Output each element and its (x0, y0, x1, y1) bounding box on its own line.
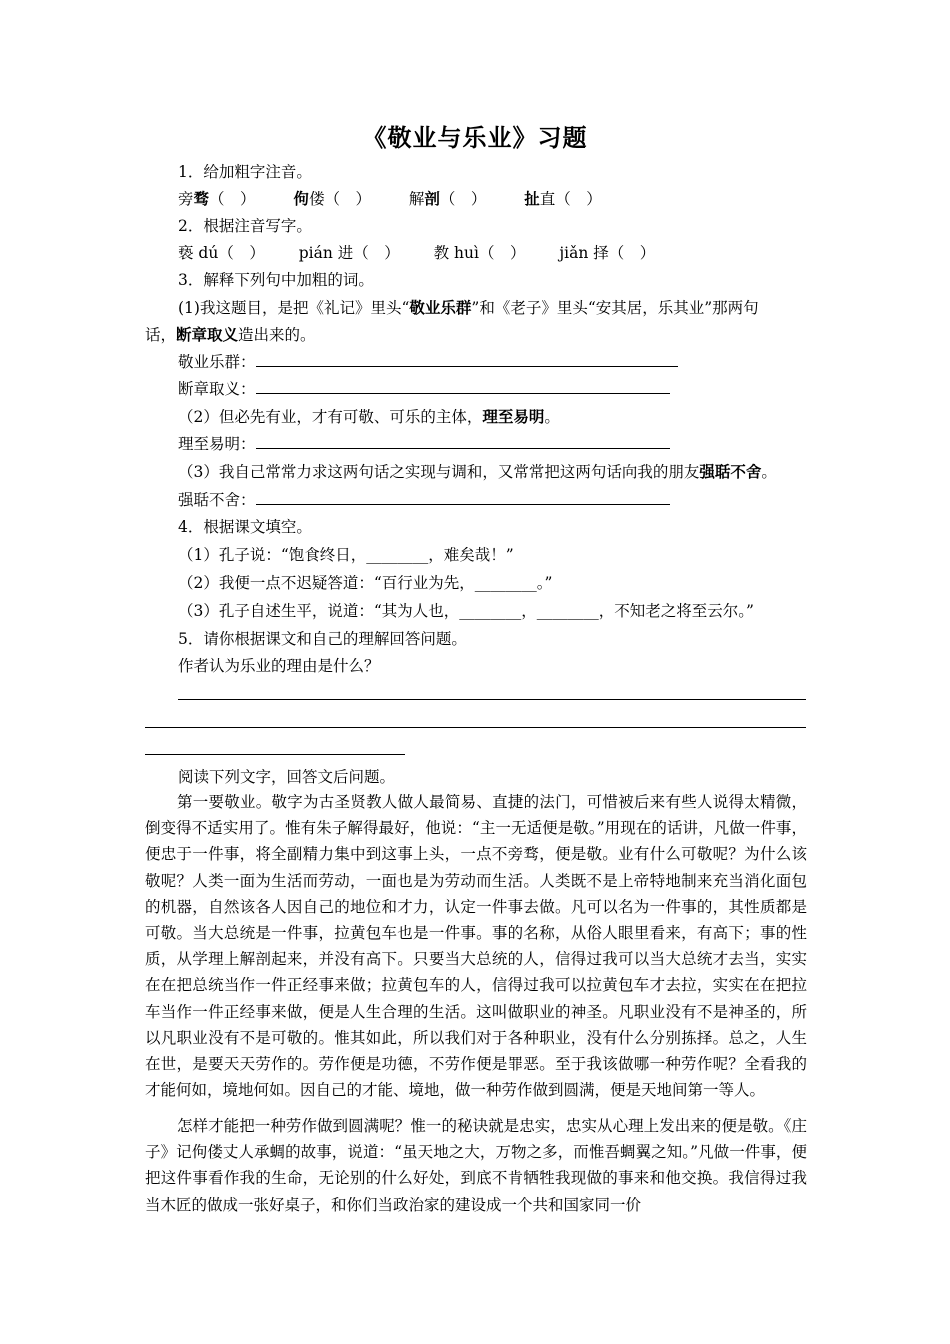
q2-prompt: 2．根据注音写字。 (178, 217, 312, 235)
q1-item: 佝偻（ ） (293, 189, 371, 208)
q5-prompt: 5．请你根据课文和自己的理解回答问题。 (178, 630, 467, 648)
q4-fill-1: （1）孔子说：“饱食终日，________，难矣哉！” (178, 546, 514, 564)
page-title: 《敬业与乐业》习题 (362, 123, 588, 152)
q3-sentence-2: （2）但必先有业，才有可敬、可乐的主体，理至易明。 (178, 407, 560, 426)
q2-items (178, 243, 655, 263)
reading-paragraph-1: 第一要敬业。敬字为古圣贤教人做人最简易、直捷的法门，可惜被后来有些人说得太精微，倒变得不适实用了。惟有朱子解得最好，他说：“主一无适便是敬。”用现在的话讲，凡做一件事，便忠于一件事，将全副精力集中到这事上头，一点不旁骛，便是敬。业有什么可敬呢？为什么该敬呢？人类一面为生活而劳动，一面也是为劳动而生活。人类既不是上帝特地制来充当消化面包的机器，自然该各人因自己的地位和才力，认定一件事去做。凡可以名为一件事的，其性质都是可敬。当大总统是一件事，拉黄包车也是一件事。事的名称，从俗人眼里看来，有高下；事的性质，从学理上解剖起来，并没有高下。只要当大总统的人，信得过我可以当大总统才去当，实实在在把总统当作一件正经事来做；拉黄包车的人，信得过我可以拉黄包车才去拉，实实在在把拉车当作一件正经事来做，便是人生合理的生活。这叫做职业的神圣。凡职业没有不是神圣的，所以凡职业没有不是可敬的。惟其如此，所以我们对于各种职业，没有什么分别拣择。总之，人生在世，是要天天劳作的。劳作便是功德，不劳作便是罪恶。至于我该做哪一种劳作呢？全看我的才能何如，境地何如。因自己的才能、境地，做一种劳作做到圆满，便是天地间第一等人。 (145, 793, 807, 1100)
q4-fill-3: （3）孔子自述生平，说道：“其为人也，________，________，不知老之将至云尔。” (178, 602, 754, 620)
q3-answer-2: 断章取义： (178, 379, 670, 399)
reading-paragraph-2: 怎样才能把一种劳作做到圆满呢？惟一的秘诀就是忠实，忠实从心理上发出来的便是敬。《庄子》记佝偻丈人承蜩的故事，说道：“虽天地之大，万物之多，而惟吾蜩翼之知。”凡做一件事，便把这件事看作我的生命，无论别的什么好处，到底不肯牺牲我现做的事来和他交换。我信得过我当木匠的做成一张好桌子，和你们当政治家的建设成一个共和国家同一价 (145, 1117, 807, 1214)
q2-item: pián 进（ ） (298, 244, 400, 262)
answer-line[interactable] (145, 754, 405, 755)
q1-item: 解剖（ ） (408, 189, 487, 208)
answer-blank[interactable] (256, 434, 670, 449)
answer-blank[interactable] (256, 352, 678, 367)
q2-item: 亵 dú（ ） (178, 244, 265, 262)
q4-fill-2: （2）我便一点不迟疑答道：“百行业为先，________。” (178, 574, 553, 592)
answer-line[interactable] (145, 727, 806, 728)
reading-intro: 阅读下列文字，回答文后问题。 (178, 768, 396, 786)
answer-blank[interactable] (256, 379, 670, 394)
q3-answer-3: 理至易明： (178, 434, 670, 454)
q3-answer-4: 强聒不舍： (178, 490, 670, 510)
q5-question: 作者认为乐业的理由是什么？ (178, 657, 380, 675)
q3-prompt: 3．解释下列句中加粗的词。 (178, 271, 374, 289)
answer-blank[interactable] (256, 490, 670, 505)
q1-item: 扯直（ ） (524, 189, 602, 208)
q3-sentence-1: (1)我这题目，是把《礼记》里头“敬业乐群”和《老子》里头“安其居，乐其业”那两句 (178, 298, 759, 317)
q3-answer-1: 敬业乐群： (178, 352, 678, 372)
q2-item: 教 huì（ ） (433, 244, 526, 262)
q3-sentence-1-cont: 话，断章取义造出来的。 (145, 325, 316, 344)
q1-prompt: 1．给加粗字注音。 (178, 163, 312, 181)
q1-item: 旁骛（ ） (178, 189, 256, 208)
q4-prompt: 4．根据课文填空。 (178, 518, 312, 536)
answer-line[interactable] (178, 699, 806, 700)
q1-items (178, 189, 602, 209)
q2-item: jiǎn 择（ ） (559, 244, 656, 262)
q3-sentence-3: （3）我自己常常力求这两句话之实现与调和，又常常把这两句话向我的朋友强聒不舍。 (178, 462, 777, 481)
